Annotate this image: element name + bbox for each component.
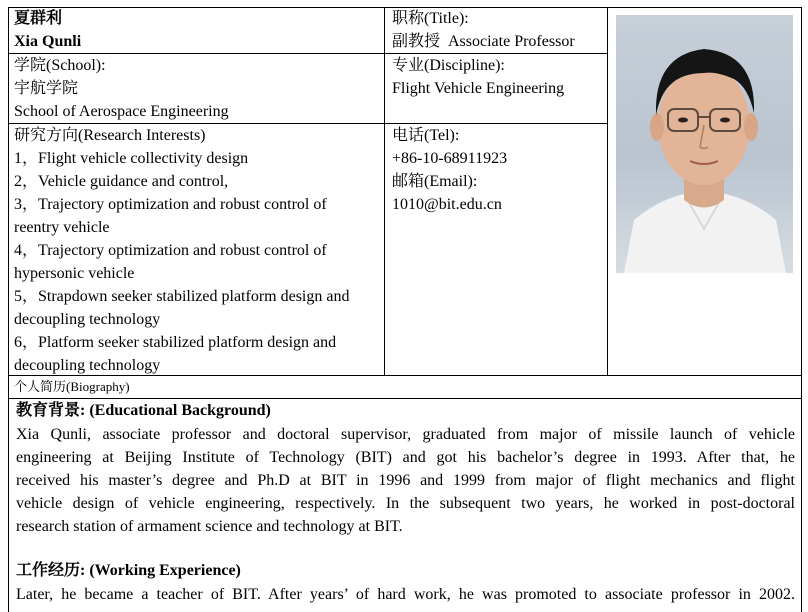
research-line: 4，Trajectory optimization and robust control of: [14, 242, 327, 259]
education-line: research station of armament science and technology at BIT.: [16, 518, 403, 535]
email-value: 1010@bit.edu.cn: [392, 196, 502, 213]
discipline-value: Flight Vehicle Engineering: [392, 80, 565, 97]
biography-label-cell: [14, 377, 794, 397]
biography-content: [16, 399, 795, 606]
title-value: 副教授 Associate Professor: [392, 33, 575, 50]
school-english: School of Aerospace Engineering: [14, 103, 229, 120]
work-title: 工作经历: (Working Experience): [16, 562, 241, 579]
research-cell: [14, 124, 382, 377]
research-line: decoupling technology: [14, 311, 161, 328]
school-chinese: 宇航学院: [14, 80, 79, 97]
research-line: hypersonic vehicle: [14, 265, 135, 282]
title-label: 职称(Title):: [392, 10, 469, 27]
research-line: reentry vehicle: [14, 219, 110, 236]
education-line: vehicle design of vehicle engineering, respectively. In the subsequent two years, he worked in post-doctoral: [16, 495, 795, 512]
work-line: Later, he became a teacher of BIT. After years’ of hard work, he was promoted to associate professor in 2002.: [16, 586, 795, 603]
research-line: 1，Flight vehicle collectivity design: [14, 150, 249, 167]
discipline-cell: [392, 54, 604, 100]
column-divider-2: [607, 7, 608, 376]
school-label: 学院(School):: [14, 57, 106, 74]
tel-value: +86-10-68911923: [392, 150, 508, 167]
discipline-label: 专业(Discipline):: [392, 57, 505, 74]
tel-label: 电话(Tel):: [392, 127, 460, 144]
email-label: 邮箱(Email):: [392, 173, 478, 190]
name-chinese: 夏群利: [14, 10, 63, 27]
research-line: 5，Strapdown seeker stabilized platform design and: [14, 288, 350, 305]
title-cell: [392, 7, 604, 53]
school-cell: [14, 54, 380, 123]
name-english: Xia Qunli: [14, 33, 82, 50]
education-title: 教育背景: (Educational Background): [16, 402, 271, 419]
research-line: 3，Trajectory optimization and robust control of: [14, 196, 327, 213]
portrait-photo: [616, 15, 793, 273]
biography-label: 个人简历(Biography): [14, 379, 130, 394]
research-label: 研究方向(Research Interests): [14, 127, 206, 144]
research-line: 6，Platform seeker stabilized platform design and: [14, 334, 337, 351]
column-divider-1: [384, 7, 385, 376]
portrait-icon: [616, 15, 793, 273]
research-line: decoupling technology: [14, 357, 161, 374]
education-line: Xia Qunli, associate professor and doctoral supervisor, graduated from major of missile launch of vehicle: [16, 426, 795, 443]
contact-cell: [392, 124, 604, 216]
education-line: engineering at Beijing Institute of Technology (BIT) and got his bachelor’s degree in 1993. After that, he: [16, 449, 795, 466]
education-line: received his master’s degree and Ph.D at BIT in 1996 and 1999 from major of flight mechanics and flight: [16, 472, 795, 489]
table-border-right: [801, 7, 802, 612]
research-line: 2，Vehicle guidance and control,: [14, 173, 229, 190]
name-cell: [14, 7, 380, 53]
table-border-left: [8, 7, 9, 612]
